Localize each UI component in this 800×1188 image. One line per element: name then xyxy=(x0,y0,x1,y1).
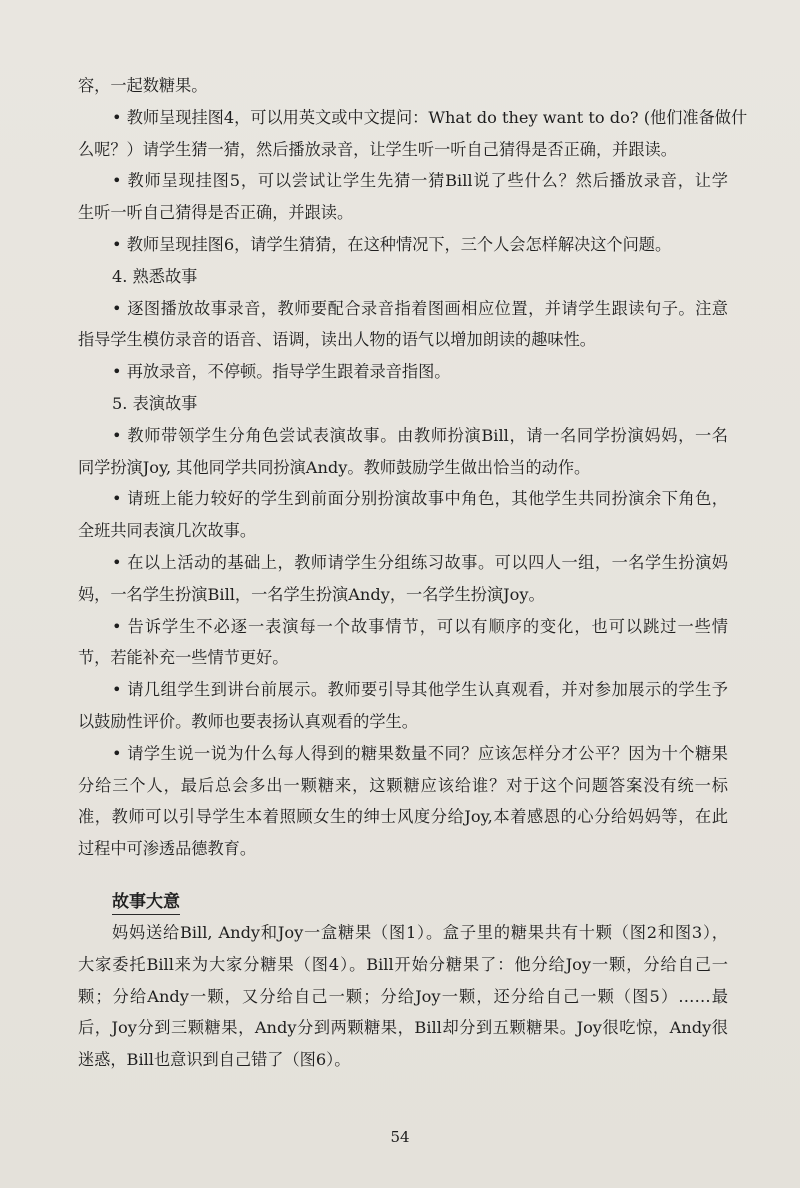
bullet-line: • 再放录音，不停顿。指导学生跟着录音指图。 xyxy=(112,362,451,382)
paragraph-line: 同学扮演Joy, 其他同学共同扮演Andy。教师鼓励学生做出恰当的动作。 xyxy=(78,457,591,477)
paragraph-line: 指导学生模仿录音的语音、语调，读出人物的语气以增加朗读的趣味性。 xyxy=(78,330,596,350)
paragraph-line: 全班共同表演几次故事。 xyxy=(78,521,257,541)
bullet-line: • 教师带领学生分角色尝试表演故事。由教师扮演Bill，请一名同学扮演妈妈，一名 xyxy=(112,425,728,445)
summary-line: 大家委托Bill来为大家分糖果（图4）。Bill开始分糖果了：他分给Joy一颗，分给自己一 xyxy=(78,954,728,974)
paragraph-line: 分给三个人，最后总会多出一颗糖来，这颗糖应该给谁？对于这个问题答案没有统一标 xyxy=(78,775,728,795)
summary-line: 妈妈送给Bill, Andy和Joy一盒糖果（图1）。盒子里的糖果共有十颗（图2和图3）， xyxy=(112,922,728,942)
paragraph-line: 过程中可渗透品德教育。 xyxy=(78,839,257,859)
bullet-line: • 逐图播放故事录音，教师要配合录音指着图画相应位置，并请学生跟读句子。注意 xyxy=(112,298,728,318)
paragraph-line: 么呢？）请学生猜一猜，然后播放录音，让学生听一听自己猜得是否正确，并跟读。 xyxy=(78,139,677,159)
paragraph-line: 节，若能补充一些情节更好。 xyxy=(78,648,289,668)
step-heading: 4. 熟悉故事 xyxy=(112,266,198,286)
summary-line: 后，Joy分到三颗糖果，Andy分到两颗糖果，Bill却分到五颗糖果。Joy很吃惊，Andy很 xyxy=(78,1018,728,1038)
bullet-line: • 教师呈现挂图4，可以用英文或中文提问：What do they want to do? (他们准备做什 xyxy=(112,107,748,127)
section-title-text: 故事大意 xyxy=(112,892,180,915)
step-heading: 5. 表演故事 xyxy=(112,393,198,413)
summary-line: 迷惑，Bill也意识到自己错了（图6）。 xyxy=(78,1050,351,1070)
paragraph-line: 容，一起数糖果。 xyxy=(78,76,208,95)
bullet-line: • 请几组学生到讲台前展示。教师要引导其他学生认真观看，并对参加展示的学生予 xyxy=(112,680,728,700)
page-content xyxy=(78,70,748,1076)
bullet-line: • 请学生说一说为什么每人得到的糖果数量不同？应该怎样分才公平？因为十个糖果 xyxy=(112,743,728,763)
bullet-line: • 告诉学生不必逐一表演每一个故事情节，可以有顺序的变化，也可以跳过一些情 xyxy=(112,616,728,636)
paragraph-line: 妈，一名学生扮演Bill，一名学生扮演Andy，一名学生扮演Joy。 xyxy=(78,584,545,604)
page-number: 54 xyxy=(390,1128,410,1146)
paragraph-line: 以鼓励性评价。教师也要表扬认真观看的学生。 xyxy=(78,711,418,731)
summary-line: 颗；分给Andy一颗，又分给自己一颗；分给Joy一颗，还分给自己一颗（图5）……最 xyxy=(78,986,728,1006)
paragraph-line: 准，教师可以引导学生本着照顾女生的绅士风度分给Joy,本着感恩的心分给妈妈等，在此 xyxy=(78,807,728,827)
bullet-line: • 教师呈现挂图5，可以尝试让学生先猜一猜Bill说了些什么？然后播放录音，让学 xyxy=(112,171,728,191)
bullet-line: • 教师呈现挂图6，请学生猜猜，在这种情况下，三个人会怎样解决这个问题。 xyxy=(112,234,672,254)
paragraph-line: 生听一听自己猜得是否正确，并跟读。 xyxy=(78,203,354,223)
bullet-line: • 在以上活动的基础上，教师请学生分组练习故事。可以四人一组，一名学生扮演妈 xyxy=(112,552,728,572)
section-title xyxy=(78,887,728,917)
bullet-line: • 请班上能力较好的学生到前面分别扮演故事中角色，其他学生共同扮演余下角色， xyxy=(112,489,728,509)
